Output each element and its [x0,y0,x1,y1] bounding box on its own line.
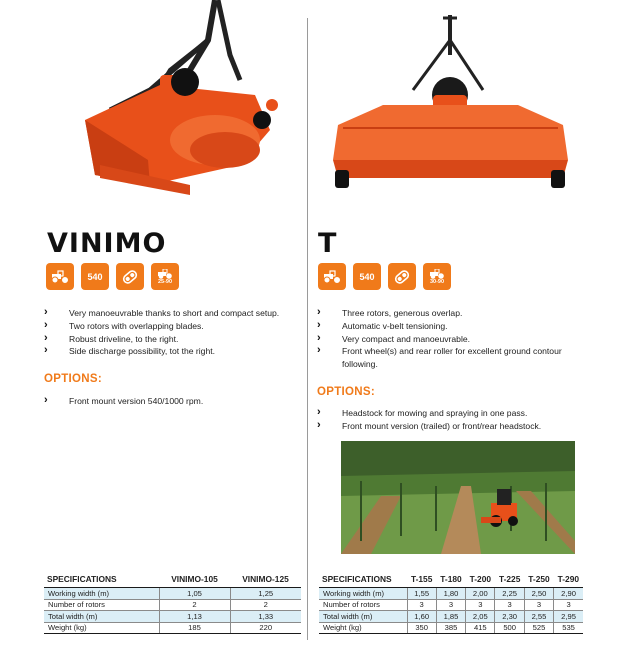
spec-cell: 525 [524,622,553,634]
spec-cell: 1,55 [407,588,436,600]
spec-cell: 3 [407,599,436,611]
spec-cell: 2,05 [466,611,495,623]
spec-cell: 1,13 [159,611,230,623]
spec-cell: Weight (kg) [44,622,159,634]
belt-drive-icon [116,263,144,290]
spec-cell: Working width (m) [44,588,159,600]
spec-cell: Working width (m) [319,588,407,600]
list-item: › Two rotors with overlapping blades. [44,320,306,333]
spec-header: T-155 [407,572,436,588]
vineyard-photo [341,441,575,554]
spec-cell: 3 [554,599,583,611]
table-row [44,599,301,611]
spec-header: T-200 [466,572,495,588]
t-features [317,307,579,371]
tractor-icon [318,263,346,290]
list-item: › Front mount version (trailed) or front/rear headstock. [317,420,607,433]
list-item: › Front mount version 540/1000 rpm. [44,395,306,408]
tractor-hp-label: 25-90 [157,278,173,285]
list-item: › Robust driveline, to the right. [44,333,306,346]
spec-cell: 220 [230,622,301,634]
spec-cell: 1,80 [436,588,465,600]
spec-header: SPECIFICATIONS [44,572,159,588]
spec-cell: 1,25 [230,588,301,600]
t-column [308,0,618,653]
vinimo-mower-image [40,0,285,200]
spec-cell: 2,25 [495,588,524,600]
table-row [319,588,583,600]
pto-540-badge: 540 [353,263,381,290]
spec-cell: 3 [466,599,495,611]
t-mower-image [323,10,578,195]
spec-header: T-250 [524,572,553,588]
spec-cell: 385 [436,622,465,634]
vinimo-options [44,395,306,408]
vinimo-options-heading: OPTIONS: [44,373,102,385]
tractor-hp-icon [151,263,179,290]
vinimo-badges [46,263,179,290]
list-item: › Very compact and manoeuvrable. [317,333,579,346]
list-item: › Side discharge possibility, tot the right. [44,345,306,358]
table-row [44,588,301,600]
spec-header: SPECIFICATIONS [319,572,407,588]
spec-cell: 500 [495,622,524,634]
t-spec-table [319,572,583,634]
vinimo-title: VINIMO [47,228,167,259]
list-item: › Three rotors, generous overlap. [317,307,579,320]
spec-cell: 1,33 [230,611,301,623]
spec-cell: 2,30 [495,611,524,623]
vinimo-features [44,307,306,358]
spec-cell: 2,50 [524,588,553,600]
list-item: › Very manoeuvrable thanks to short and compact setup. [44,307,306,320]
t-badges [318,263,451,290]
spec-cell: 415 [466,622,495,634]
spec-cell: 185 [159,622,230,634]
spec-cell: Total width (m) [319,611,407,623]
spec-header: VINIMO-105 [159,572,230,588]
spec-cell: 3 [524,599,553,611]
spec-cell: 350 [407,622,436,634]
list-item: › Automatic v-belt tensioning. [317,320,579,333]
list-item: › Headstock for mowing and spraying in one pass. [317,407,607,420]
vinimo-column [0,0,308,653]
spec-cell: 2 [159,599,230,611]
spec-header: T-290 [554,572,583,588]
tractor-hp-icon [423,263,451,290]
vinimo-spec-table [44,572,301,634]
pto-540-badge: 540 [81,263,109,290]
list-item: › Front wheel(s) and rear roller for excellent ground contour following. [317,345,567,371]
table-row [44,622,301,634]
spec-cell: Number of rotors [44,599,159,611]
spec-cell: Number of rotors [319,599,407,611]
table-row [44,611,301,623]
spec-cell: 2,95 [554,611,583,623]
spec-cell: 1,05 [159,588,230,600]
table-row [319,599,583,611]
t-title: T [318,228,338,259]
spec-cell: 3 [495,599,524,611]
spec-cell: 2 [230,599,301,611]
spec-cell: 535 [554,622,583,634]
spec-header: T-225 [495,572,524,588]
spec-cell: Weight (kg) [319,622,407,634]
spec-header: T-180 [436,572,465,588]
table-row [319,622,583,634]
belt-drive-icon [388,263,416,290]
spec-cell: Total width (m) [44,611,159,623]
spec-cell: 2,00 [466,588,495,600]
t-options [317,407,607,433]
spec-cell: 1,60 [407,611,436,623]
spec-cell: 1,85 [436,611,465,623]
spec-cell: 2,55 [524,611,553,623]
table-row [319,611,583,623]
spec-cell: 2,90 [554,588,583,600]
t-options-heading: OPTIONS: [317,386,375,398]
spec-header: VINIMO-125 [230,572,301,588]
tractor-hp-label: 30-90 [429,278,445,285]
tractor-icon [46,263,74,290]
spec-cell: 3 [436,599,465,611]
